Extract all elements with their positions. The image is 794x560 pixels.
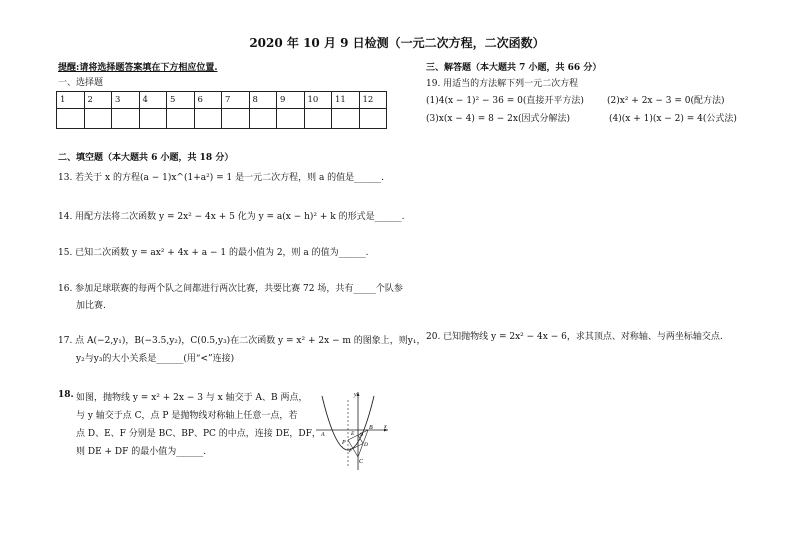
section-fill-heading: 二、填空题（本大题共 6 小题，共 18 分） (58, 153, 234, 163)
answer-col-7: 7 (222, 92, 250, 109)
question-19-part-2: (2)x² + 2x − 3 = 0(配方法) (607, 96, 725, 106)
label-y: y (354, 392, 357, 398)
answer-cell (194, 109, 222, 129)
answer-cell (249, 109, 277, 129)
question-15: 15. 已知二次函数 y = ax² + 4x + a − 1 的最小值为 2，则 a 的值为______. (58, 248, 369, 258)
answer-col-9: 9 (277, 92, 305, 109)
label-o: O (359, 433, 364, 438)
section-choice-heading: 一、选择题 (58, 78, 104, 88)
question-18-line-2: 与 y 轴交于点 C，点 P 是抛物线对称轴上任意一点，若 (76, 411, 298, 421)
answer-cell (222, 109, 250, 129)
question-19: 19. 用适当的方法解下列一元二次方程 (426, 79, 579, 89)
question-18-line-4: 则 DE + DF 的最小值为______. (76, 447, 207, 457)
label-a: A (321, 432, 325, 438)
answer-col-4: 4 (139, 92, 167, 109)
label-f: F (349, 448, 353, 454)
answer-col-10: 10 (304, 92, 332, 109)
notice-text: 提醒:请将选择题答案填在下方相应位置. (58, 63, 218, 73)
question-19-part-4: (4)(x + 1)(x − 2) = 4(公式法) (609, 114, 737, 124)
question-16-line-1: 16. 参加足球联赛的每两个队之间都进行两次比赛，共要比赛 72 场，共有_____个队参 (58, 284, 403, 294)
section-answer-heading: 三、解答题（本大题共 7 小题，共 66 分） (426, 63, 602, 73)
answer-col-2: 2 (84, 92, 112, 109)
answer-col-12: 12 (359, 92, 387, 109)
answer-cell (304, 109, 332, 129)
answer-cell (359, 109, 387, 129)
answer-cell (57, 109, 85, 129)
label-b: B (369, 425, 373, 431)
question-18-number: 18. (58, 390, 74, 400)
answer-col-6: 6 (194, 92, 222, 109)
question-18-line-3: 点 D、E、F 分别是 BC、BP、PC 的中点，连接 DE，DF， (76, 429, 321, 439)
answer-col-5: 5 (167, 92, 195, 109)
answer-cell (84, 109, 112, 129)
question-17-line-2: y₂与y₃的大小关系是______(用“<”连接) (76, 354, 235, 364)
label-p: P (342, 440, 346, 446)
question-16-line-2: 加比赛. (76, 301, 106, 311)
question-18-line-1: 如图，抛物线 y = x² + 2x − 3 与 x 轴交于 A、B 两点， (76, 393, 308, 403)
answer-table-header-row (57, 92, 387, 109)
answer-col-11: 11 (332, 92, 360, 109)
question-14: 14. 用配方法将二次函数 y = 2x² − 4x + 5 化为 y = a(x − h)² + k 的形式是______. (58, 212, 405, 222)
answer-cell (332, 109, 360, 129)
answer-table-blank-row (57, 109, 387, 129)
label-e: E (351, 431, 355, 437)
label-c: C (359, 459, 364, 465)
answer-table (56, 91, 387, 129)
answer-col-1: 1 (57, 92, 85, 109)
y-axis-arrow (357, 392, 360, 396)
answer-cell (167, 109, 195, 129)
page-title: 2020 年 10 月 9 日检测（一元二次方程，二次函数） (249, 36, 545, 50)
label-x: x (384, 424, 387, 430)
answer-cell (277, 109, 305, 129)
answer-col-8: 8 (249, 92, 277, 109)
question-19-part-3: (3)x(x − 4) = 8 − 2x(因式分解法) (426, 114, 570, 124)
answer-cell (112, 109, 140, 129)
answer-col-3: 3 (112, 92, 140, 109)
parabola-figure (312, 388, 392, 472)
question-19-part-1: (1)4(x − 1)² − 36 = 0(直接开平方法) (426, 96, 584, 106)
label-d: D (364, 442, 368, 448)
answer-cell (139, 109, 167, 129)
question-20: 20. 已知抛物线 y = 2x² − 4x − 6，求其顶点、对称轴、与两坐标轴交点. (426, 332, 723, 342)
question-17-line-1: 17. 点 A(−2,y₁)，B(−3.5,y₂)，C(0.5,y₃)在二次函数 y = x² + 2x − m 的图象上，则y₁， (58, 336, 426, 346)
question-13: 13. 若关于 x 的方程(a − 1)x^(1+a²) = 1 是一元二次方程，则 a 的值是______. (58, 173, 385, 183)
